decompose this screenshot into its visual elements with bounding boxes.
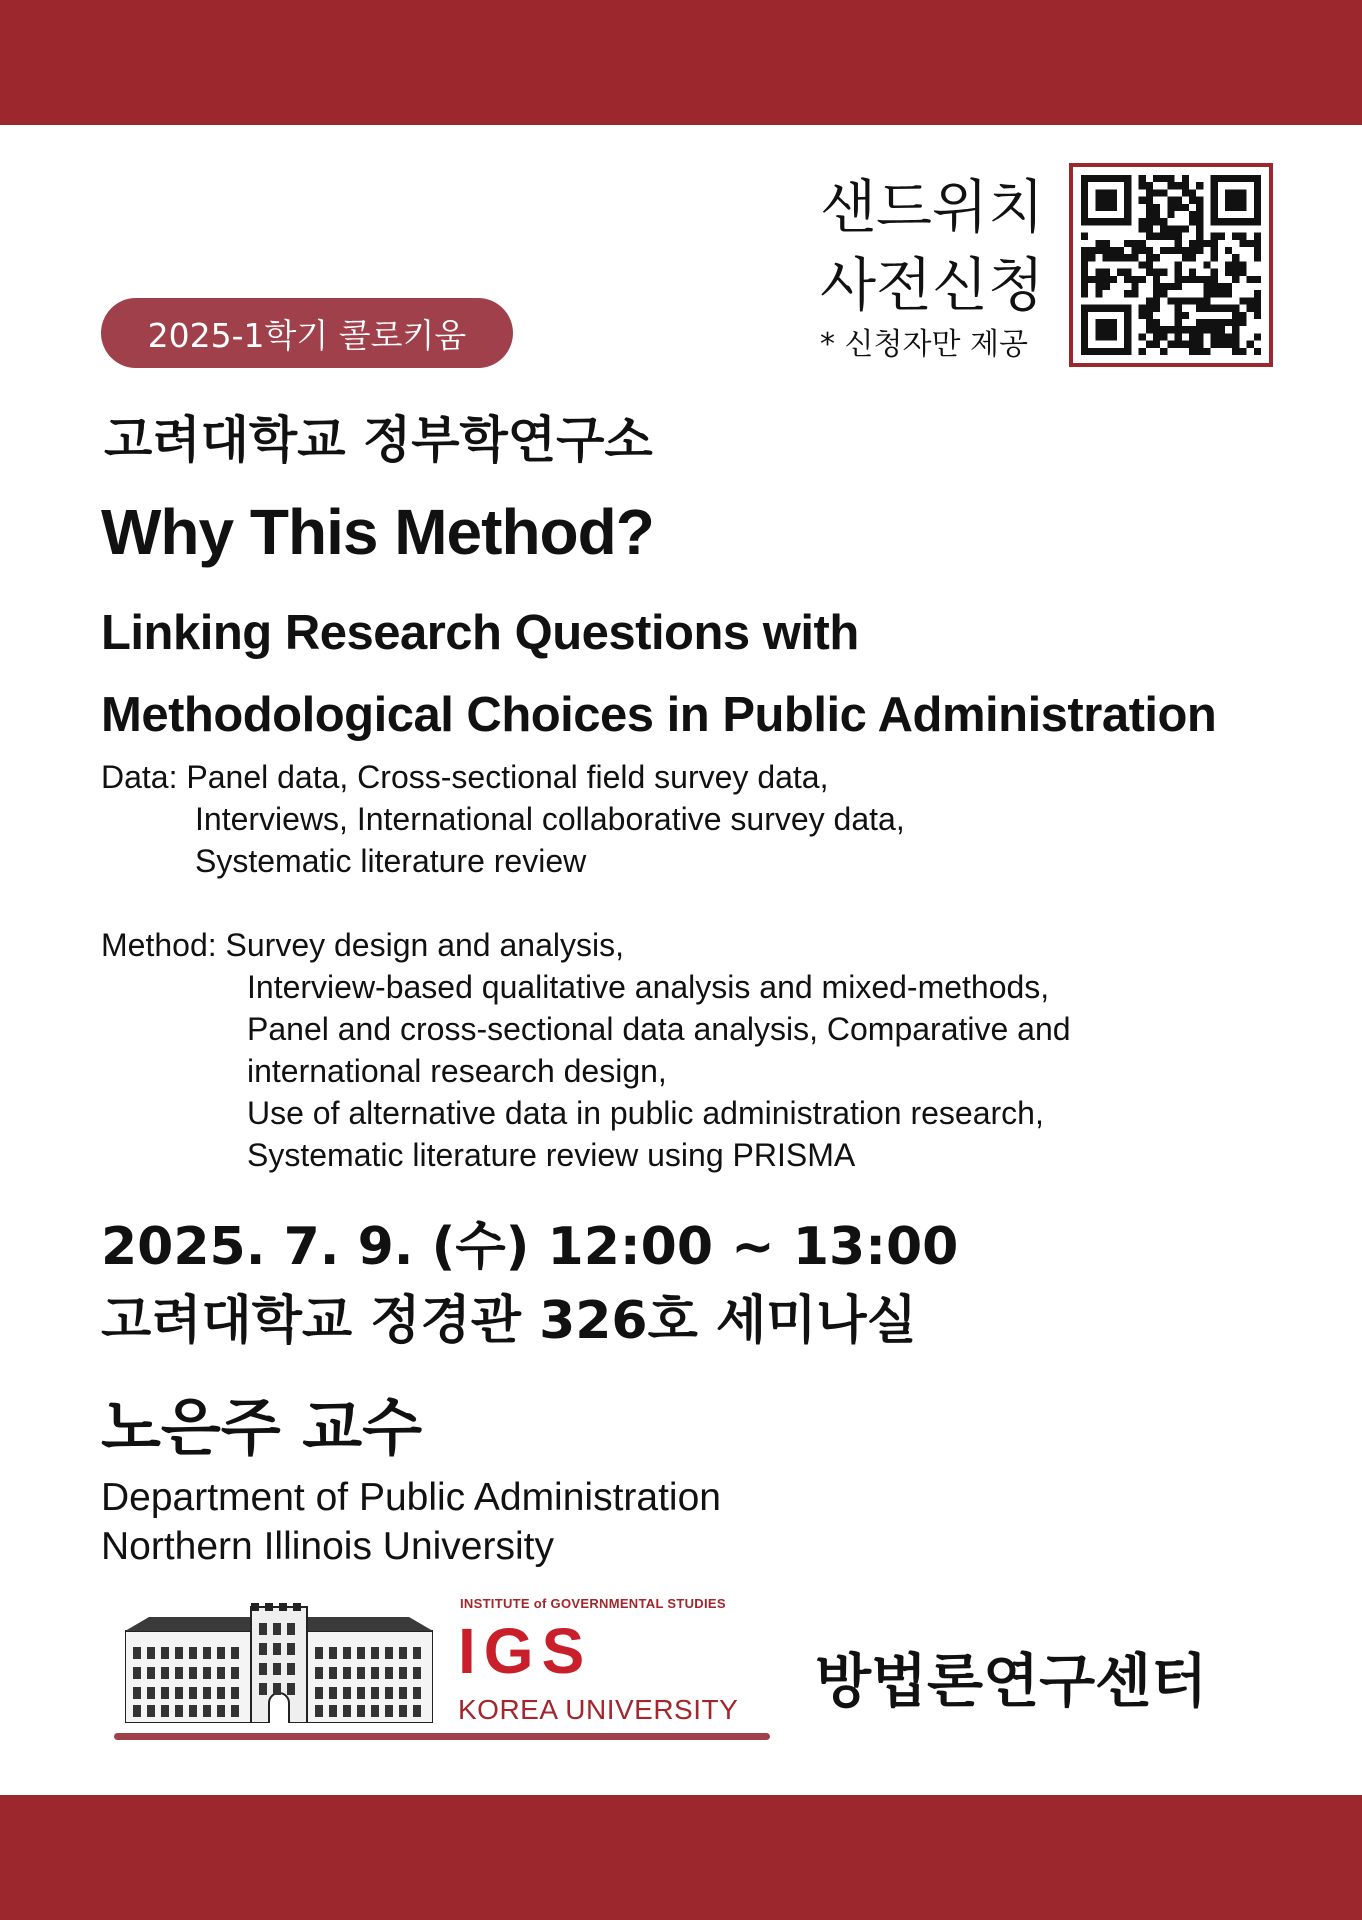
method-item: Interview-based qualitative analysis and mixed-methods, [247, 969, 1050, 1005]
talk-title: Why This Method? [101, 496, 654, 568]
speaker-department: Department of Public Administration [101, 1476, 721, 1519]
igs-korea-university: KOREA UNIVERSITY [458, 1694, 739, 1725]
colloquium-badge [101, 298, 513, 368]
subtitle-line-1: Linking Research Questions with [101, 606, 859, 660]
method-item: Use of alternative data in public administration research, [247, 1095, 1044, 1131]
bottom-banner [0, 1795, 1362, 1920]
event-datetime: 2025. 7. 9. (수) 12:00 ~ 13:00 [101, 1217, 959, 1277]
method-research-center: 방법론연구센터 [815, 1647, 1208, 1715]
speaker-name: 노은주 교수 [101, 1391, 423, 1464]
data-item: Panel data, Cross-sectional field survey data, [186, 759, 829, 795]
speaker-university: Northern Illinois University [101, 1525, 554, 1568]
speaker-affiliation [101, 1473, 721, 1571]
university-building-icon [125, 1603, 433, 1723]
event-details [101, 1210, 958, 1358]
qr-code-icon[interactable] [1069, 163, 1273, 367]
signup-note: * 신청자만 제공 [820, 327, 1028, 362]
logo-underline [114, 1733, 770, 1740]
method-item: Systematic literature review using PRISMA [247, 1137, 856, 1173]
method-item: Panel and cross-sectional data analysis, Comparative and [247, 1011, 1071, 1047]
top-banner [0, 0, 1362, 125]
igs-logo: IGS [458, 1615, 593, 1687]
talk-subtitle [101, 592, 1216, 756]
colloquium-badge-label: 2025-1학기 콜로키움 [147, 315, 467, 355]
subtitle-line-2: Methodological Choices in Public Administration [101, 688, 1217, 742]
data-item: Interviews, International collaborative survey data, [195, 801, 905, 837]
data-section [101, 756, 905, 882]
method-label: Method: [101, 927, 226, 963]
qr-code-graphic [1081, 175, 1261, 355]
igs-institute-text: INSTITUTE of GOVERNMENTAL STUDIES [460, 1596, 726, 1611]
event-location: 고려대학교 정경관 326호 세미나실 [101, 1291, 917, 1351]
data-label: Data: [101, 759, 187, 795]
method-item: Survey design and analysis, [225, 927, 624, 963]
sandwich-signup [820, 168, 1044, 364]
signup-line-1: 샌드위치 [820, 173, 1045, 241]
method-item: international research design, [247, 1053, 667, 1089]
institute-name: 고려대학교 정부학연구소 [104, 411, 653, 469]
data-item: Systematic literature review [195, 843, 587, 879]
method-section [101, 924, 1071, 1176]
signup-line-2: 사전신청 [820, 251, 1045, 319]
